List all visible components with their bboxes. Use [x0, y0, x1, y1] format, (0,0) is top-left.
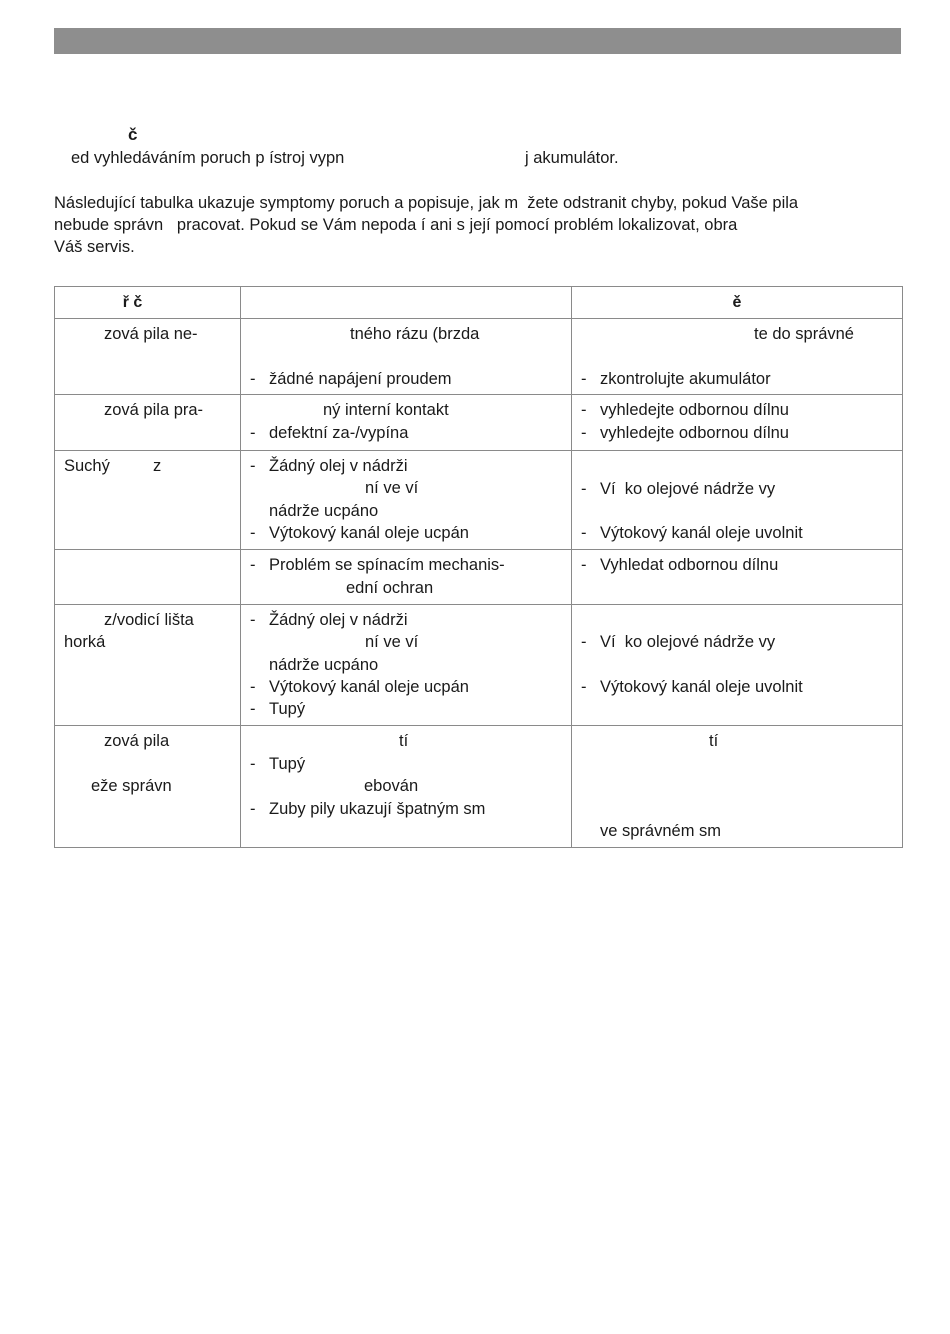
cause-text: Tupý [269, 755, 306, 773]
cause-text: Problém se spínacím mechanis- [269, 556, 505, 574]
remedy-cell: - Ví ko olejové nádrže vy - Výtokový kanál oleje uvolnit [572, 451, 903, 550]
cause-text: ední ochran [346, 579, 434, 597]
remedy-text: vyhledejte odbornou dílnu [600, 424, 789, 442]
table-row [55, 726, 903, 848]
cause-cell: - Žádný olej v nádrži ní ve ví nádrže ucpáno - Výtokový kanál oleje ucpán - Tupý [241, 605, 572, 726]
header-symptom: ř č [55, 287, 241, 319]
header-bar [54, 28, 901, 54]
cause-cell: - Žádný olej v nádrži ní ve ví nádrže ucpáno - Výtokový kanál oleje ucpán [241, 451, 572, 550]
intro-text-a: ed vyhledáváním poruch p ístroj vypn [71, 149, 345, 167]
cause-text: Výtokový kanál oleje ucpán [269, 678, 469, 696]
remedy-cell: te do správné - zkontrolujte akumulátor [572, 319, 903, 395]
cause-text: nádrže ucpáno [269, 656, 379, 674]
symptom-text: z/vodicí lišta [104, 611, 194, 629]
table-row [55, 395, 903, 451]
cause-text: Výtokový kanál oleje ucpán [269, 524, 469, 542]
cause-cell: tí - Tupý ebován - Zuby pily ukazují špatným sm [241, 726, 572, 848]
cause-text: ebován [364, 777, 419, 795]
section-heading: č [128, 125, 138, 144]
header-cause [241, 287, 572, 319]
remedy-cell: - Vyhledat odbornou dílnu [572, 550, 903, 605]
cause-text: tí [399, 732, 409, 750]
table-row [55, 451, 903, 550]
table-row [55, 319, 903, 395]
cause-text: Žádný olej v nádrži [269, 457, 408, 475]
remedy-text: Vyhledat odbornou dílnu [600, 556, 779, 574]
table-header-row [55, 287, 903, 319]
cause-cell: tného rázu (brzda - žádné napájení proudem [241, 319, 572, 395]
symptom-text: horká [64, 633, 106, 651]
cause-text: Žádný olej v nádrži [269, 611, 408, 629]
symptom-text: Suchý [64, 457, 110, 475]
cause-text: ní ve ví [365, 479, 419, 497]
paragraph-line-3: Váš servis. [54, 238, 135, 256]
table-row [55, 550, 903, 605]
cause-text: ný interní kontakt [323, 401, 449, 419]
cause-text: žádné napájení proudem [269, 370, 452, 388]
remedy-text: te do správné [754, 325, 854, 343]
remedy-text: Ví ko olejové nádrže vy [600, 480, 776, 498]
symptom-text: zová pila pra- [104, 401, 204, 419]
cause-text: Tupý [269, 700, 306, 718]
symptom-text: zová pila ne- [104, 325, 198, 343]
header-remedy: ě [572, 287, 903, 319]
symptom-text: z [153, 457, 162, 475]
symptom-text: zová pila [104, 732, 170, 750]
symptom-cell [55, 550, 241, 605]
remedy-text: Ví ko olejové nádrže vy [600, 633, 776, 651]
cause-text: ní ve ví [365, 633, 419, 651]
paragraph-line-1: Následující tabulka ukazuje symptomy poruch a popisuje, jak m žete odstranit chyby, pokud Vaše pila [54, 194, 799, 212]
cause-text: defektní za-/vypína [269, 424, 409, 442]
cause-cell: ný interní kontakt - defektní za-/vypína [241, 395, 572, 451]
intro-text-b: j akumulátor. [525, 149, 619, 167]
remedy-text: Výtokový kanál oleje uvolnit [600, 678, 803, 696]
cause-cell: - Problém se spínacím mechanis- ední ochran [241, 550, 572, 605]
symptom-text: eže správn [91, 777, 172, 795]
troubleshooting-table [54, 286, 903, 848]
symptom-cell [55, 319, 241, 395]
remedy-text: Výtokový kanál oleje uvolnit [600, 524, 803, 542]
remedy-text: ve správném sm [600, 822, 722, 840]
symptom-cell [55, 605, 241, 726]
cause-text: tného rázu (brzda [350, 325, 480, 343]
remedy-cell [572, 726, 903, 848]
table-row [55, 605, 903, 726]
symptom-cell [55, 395, 241, 451]
cause-text: nádrže ucpáno [269, 502, 379, 520]
symptom-cell [55, 726, 241, 848]
remedy-text: tí [709, 732, 719, 750]
remedy-text: vyhledejte odbornou dílnu [600, 401, 789, 419]
remedy-cell: - vyhledejte odbornou dílnu - vyhledejte odbornou dílnu [572, 395, 903, 451]
paragraph-line-2: nebude správn pracovat. Pokud se Vám nepoda í ani s její pomocí problém lokalizovat, obra [54, 216, 738, 234]
remedy-text: zkontrolujte akumulátor [600, 370, 771, 388]
remedy-cell: - Ví ko olejové nádrže vy - Výtokový kanál oleje uvolnit [572, 605, 903, 726]
cause-text: Zuby pily ukazují špatným sm [269, 800, 486, 818]
symptom-cell [55, 451, 241, 550]
